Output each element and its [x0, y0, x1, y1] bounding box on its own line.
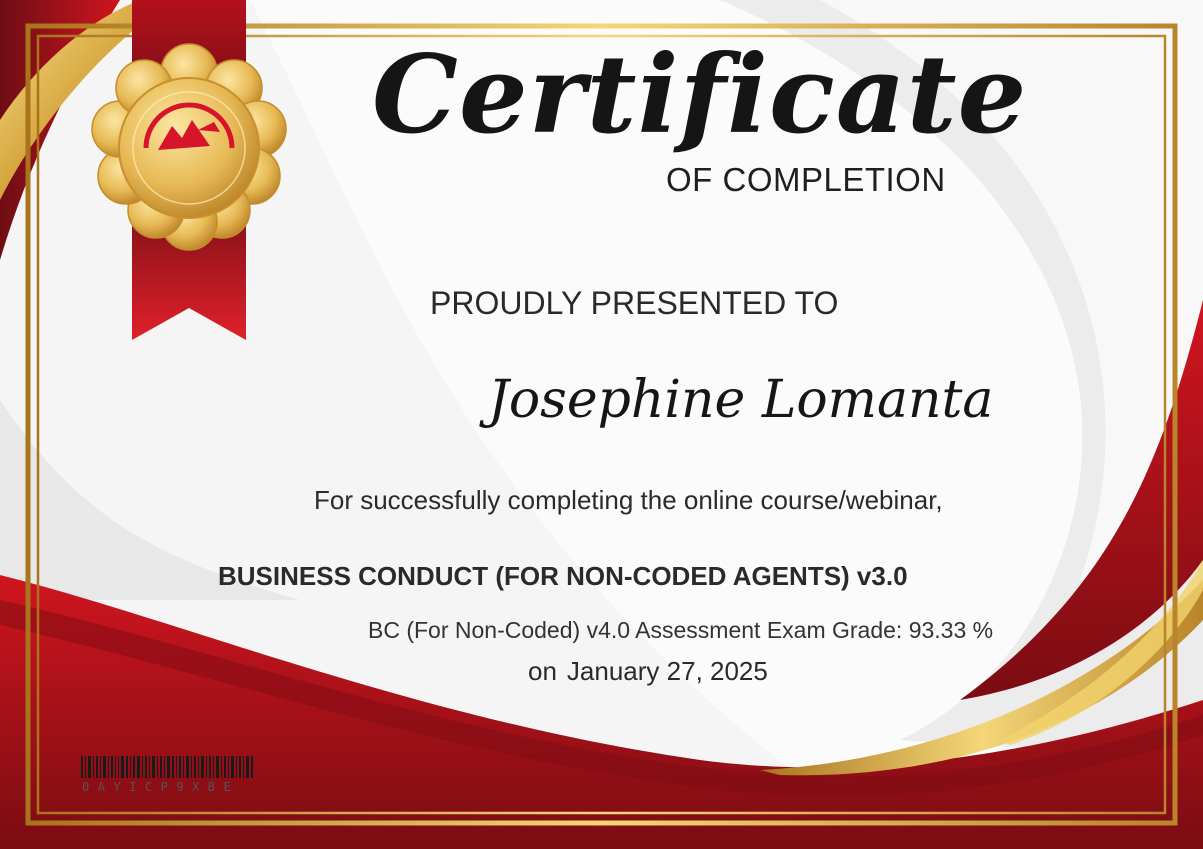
recipient-name: Josephine Lomanta: [488, 370, 994, 430]
date-prefix: on: [528, 656, 557, 686]
completion-intro: For successfully completing the online course/webinar,: [314, 485, 943, 515]
course-title: BUSINESS CONDUCT (FOR NON-CODED AGENTS) v3.0: [218, 561, 908, 591]
certificate-title: Certificate: [372, 32, 1028, 158]
completion-date-row: [528, 653, 778, 689]
barcode-code: 0AYICP9XBE: [82, 780, 240, 794]
exam-grade: BC (For Non-Coded) v4.0 Assessment Exam Grade: 93.33 %: [368, 617, 994, 643]
certificate-subtitle: OF COMPLETION: [666, 161, 946, 198]
presented-label: PROUDLY PRESENTED TO: [430, 285, 839, 321]
completion-date: January 27, 2025: [566, 656, 768, 686]
